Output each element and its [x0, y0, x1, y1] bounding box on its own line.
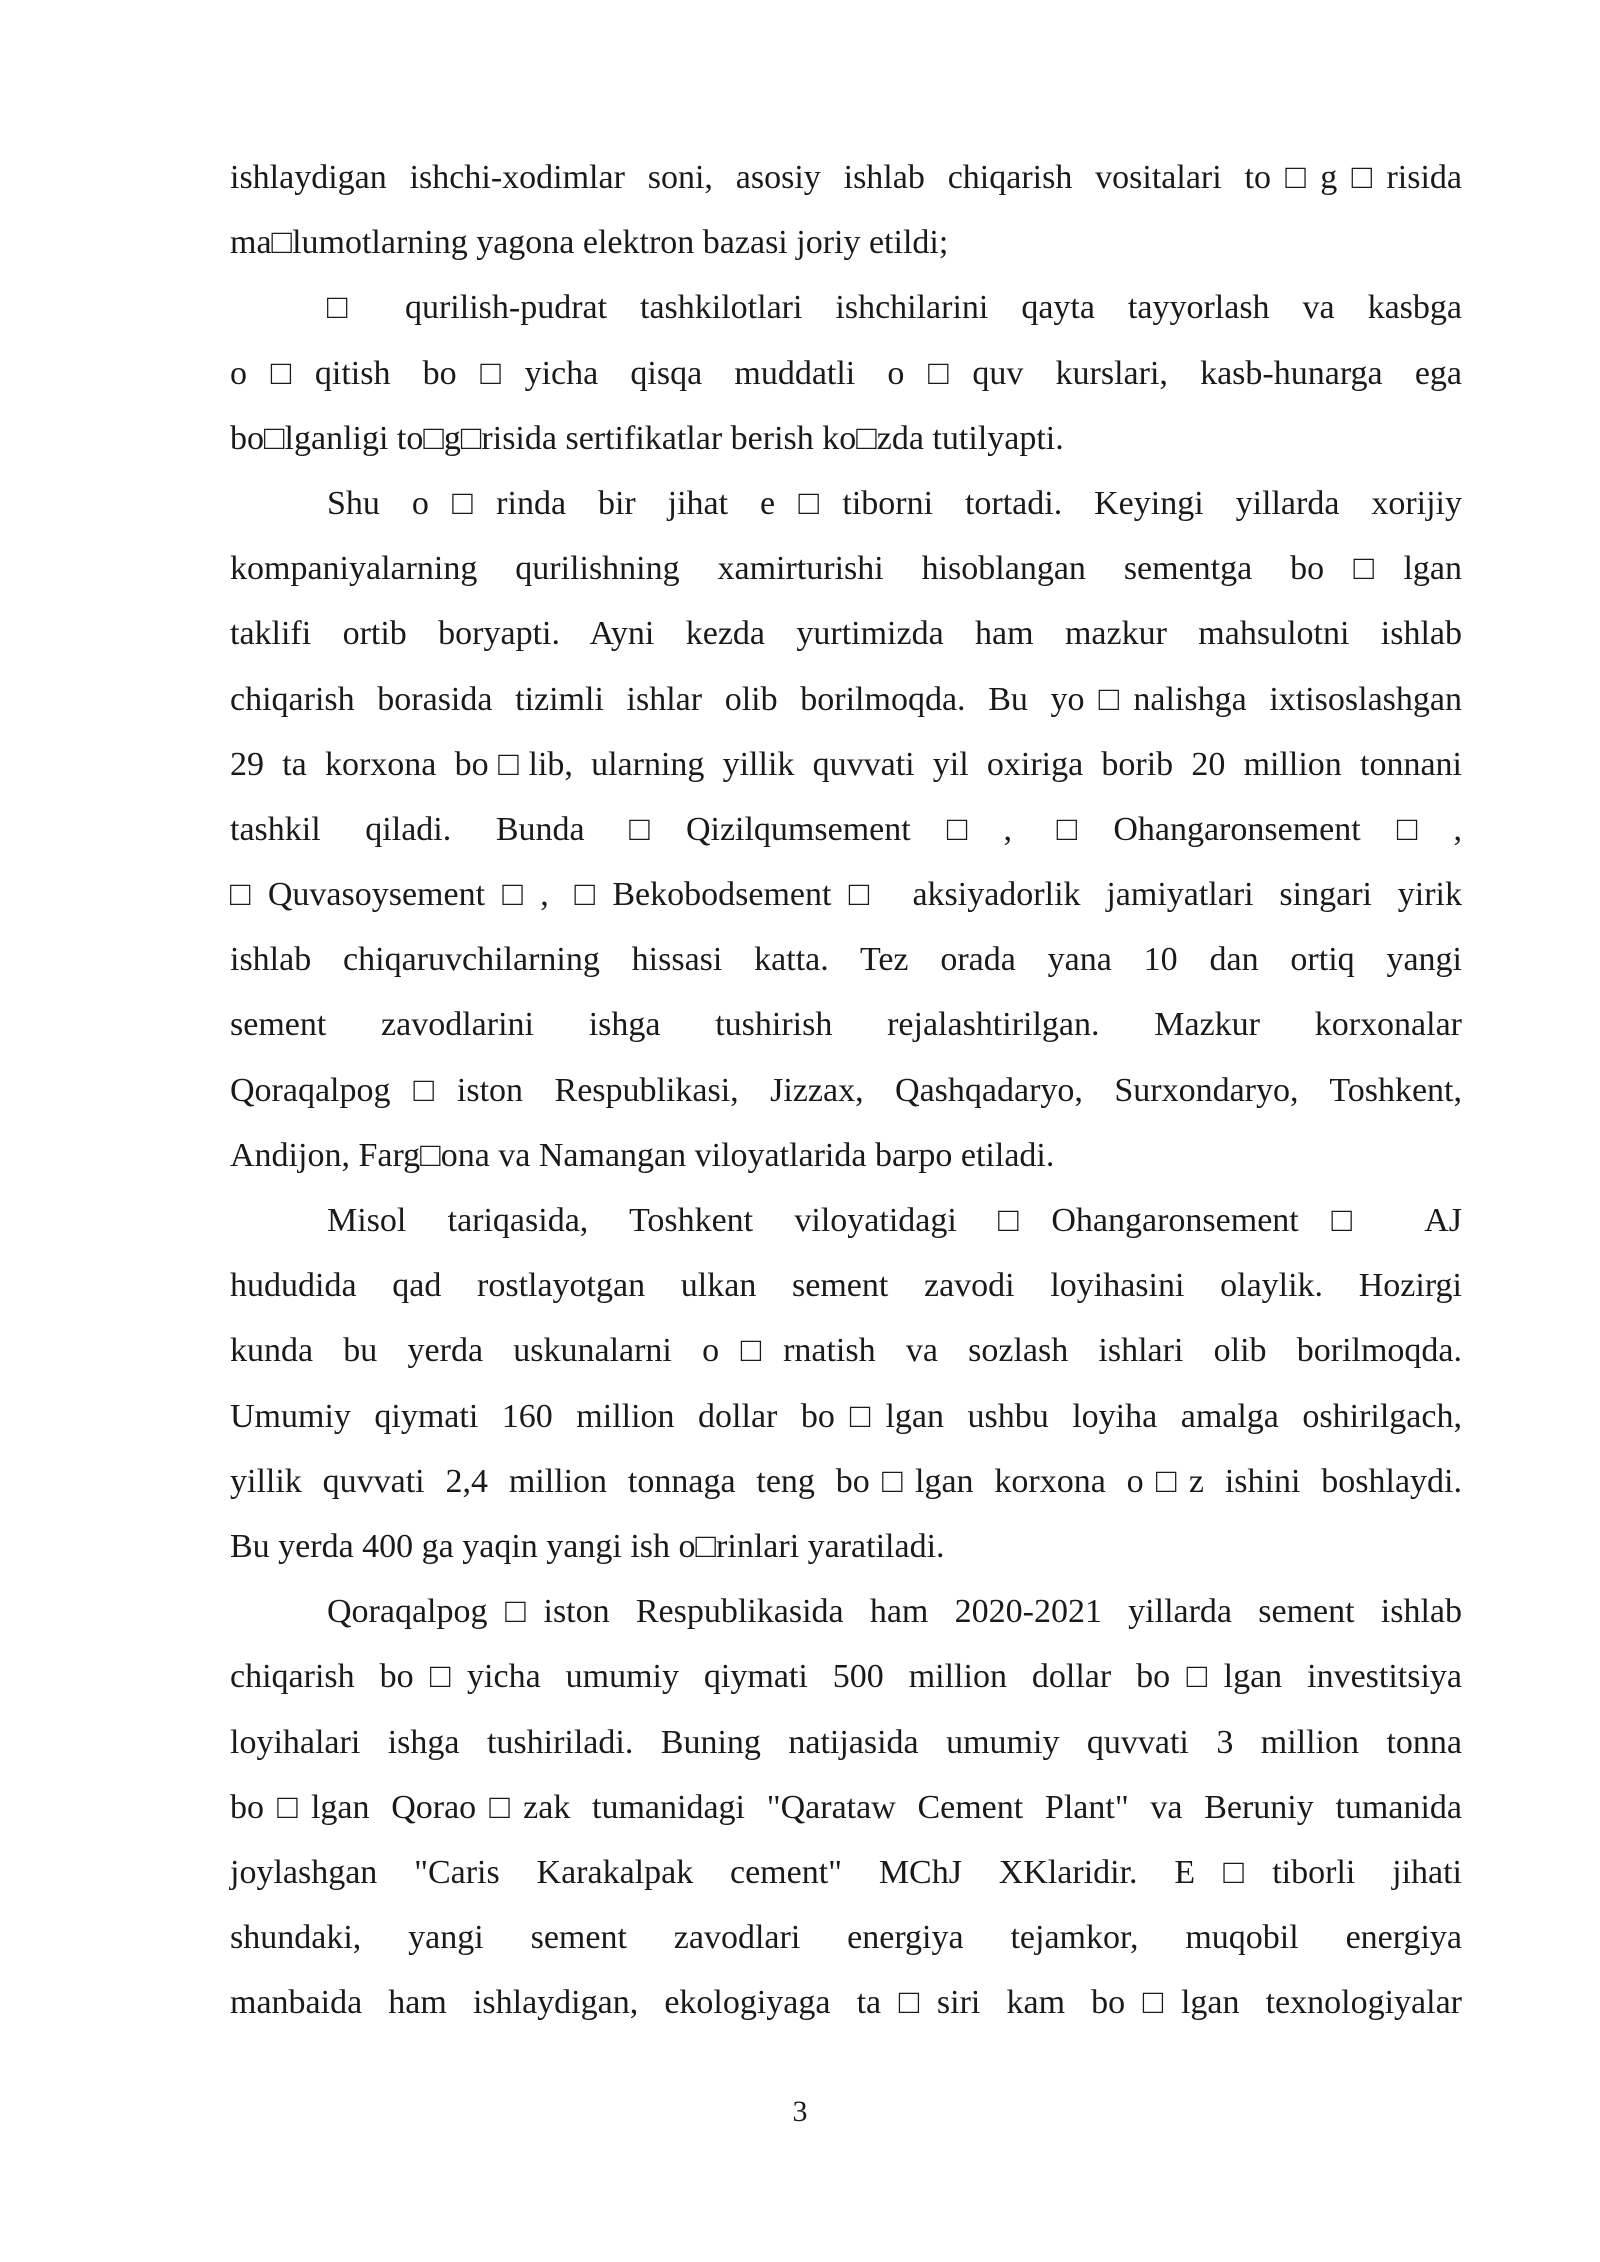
text-line: chiqarish bo□yicha umumiy qiymati 500 million dollar bo□lgan investitsiya: [230, 1658, 1462, 1696]
text-line: bo□lganligi to□g□risida sertifikatlar berish ko□zda tutilyapti.: [230, 419, 1064, 457]
text-line: Umumiy qiymati 160 million dollar bo□lgan ushbu loyiha amalga oshirilgach,: [230, 1397, 1462, 1435]
text-line: tashkil qiladi. Bunda □Qizilqumsement□, □Ohangaronsement□,: [230, 810, 1462, 848]
body-text: [230, 145, 1462, 2035]
text-line: yillik quvvati 2,4 million tonnaga teng bo□lgan korxona o□z ishini boshlaydi.: [230, 1462, 1462, 1500]
text-line: □ qurilish-pudrat tashkilotlari ishchilarini qayta tayyorlash va kasbga: [327, 289, 1462, 327]
page-number: 3: [792, 2095, 808, 2128]
text-line: □Quvasoysement□, □Bekobodsement□ aksiyadorlik jamiyatlari singari yirik: [230, 876, 1462, 914]
text-line: Qoraqalpog□iston Respublikasida ham 2020-2021 yillarda sement ishlab: [327, 1593, 1462, 1631]
text-line: loyihalari ishga tushiriladi. Buning natijasida umumiy quvvati 3 million tonna: [230, 1723, 1462, 1761]
text-line: ma□lumotlarning yagona elektron bazasi joriy etildi;: [230, 224, 949, 262]
text-line: Andijon, Farg□ona va Namangan viloyatlarida barpo etiladi.: [230, 1136, 1055, 1174]
text-line: ishlaydigan ishchi-xodimlar soni, asosiy ishlab chiqarish vositalari to□g□risida: [230, 159, 1462, 196]
text-line: Bu yerda 400 ga yaqin yangi ish o□rinlari yaratiladi.: [230, 1527, 945, 1565]
text-line: joylashgan "Caris Karakalpak cement" MChJ XKlaridir. E□tiborli jihati: [230, 1853, 1462, 1891]
text-line: shundaki, yangi sement zavodlari energiya tejamkor, muqobil energiya: [230, 1919, 1462, 1957]
text-line: o□qitish bo□yicha qisqa muddatli o□quv kurslari, kasb-hunarga ega: [230, 354, 1462, 392]
text-line: Shu o□rinda bir jihat e□tiborni tortadi. Keyingi yillarda xorijiy: [327, 484, 1462, 522]
text-line: manbaida ham ishlaydigan, ekologiyaga ta□siri kam bo□lgan texnologiyalar: [230, 1984, 1462, 2022]
text-line: chiqarish borasida tizimli ishlar olib borilmoqda. Bu yo□nalishga ixtisoslashgan: [230, 680, 1462, 718]
text-line: taklifi ortib boryapti. Ayni kezda yurtimizda ham mazkur mahsulotni ishlab: [230, 615, 1462, 653]
text-line: Qoraqalpog□iston Respublikasi, Jizzax, Qashqadaryo, Surxondaryo, Toshkent,: [230, 1071, 1462, 1109]
text-line: kompaniyalarning qurilishning xamirturishi hisoblangan sementga bo□lgan: [230, 550, 1462, 588]
text-line: bo□lgan Qorao□zak tumanidagi "Qarataw Cement Plant" va Beruniy tumanida: [230, 1788, 1462, 1826]
text-line: sement zavodlarini ishga tushirish rejalashtirilgan. Mazkur korxonalar: [230, 1006, 1462, 1044]
text-line: kunda bu yerda uskunalarni o□rnatish va sozlash ishlari olib borilmoqda.: [230, 1332, 1462, 1370]
text-line: 29 ta korxona bo□lib, ularning yillik quvvati yil oxiriga borib 20 million tonnani: [230, 745, 1462, 783]
text-line: ishlab chiqaruvchilarning hissasi katta. Tez orada yana 10 dan ortiq yangi: [230, 941, 1462, 979]
text-line: Misol tariqasida, Toshkent viloyatidagi □Ohangaronsement□ AJ: [327, 1202, 1462, 1239]
text-line: hududida qad rostlayotgan ulkan sement zavodi loyihasini olaylik. Hozirgi: [230, 1267, 1462, 1305]
